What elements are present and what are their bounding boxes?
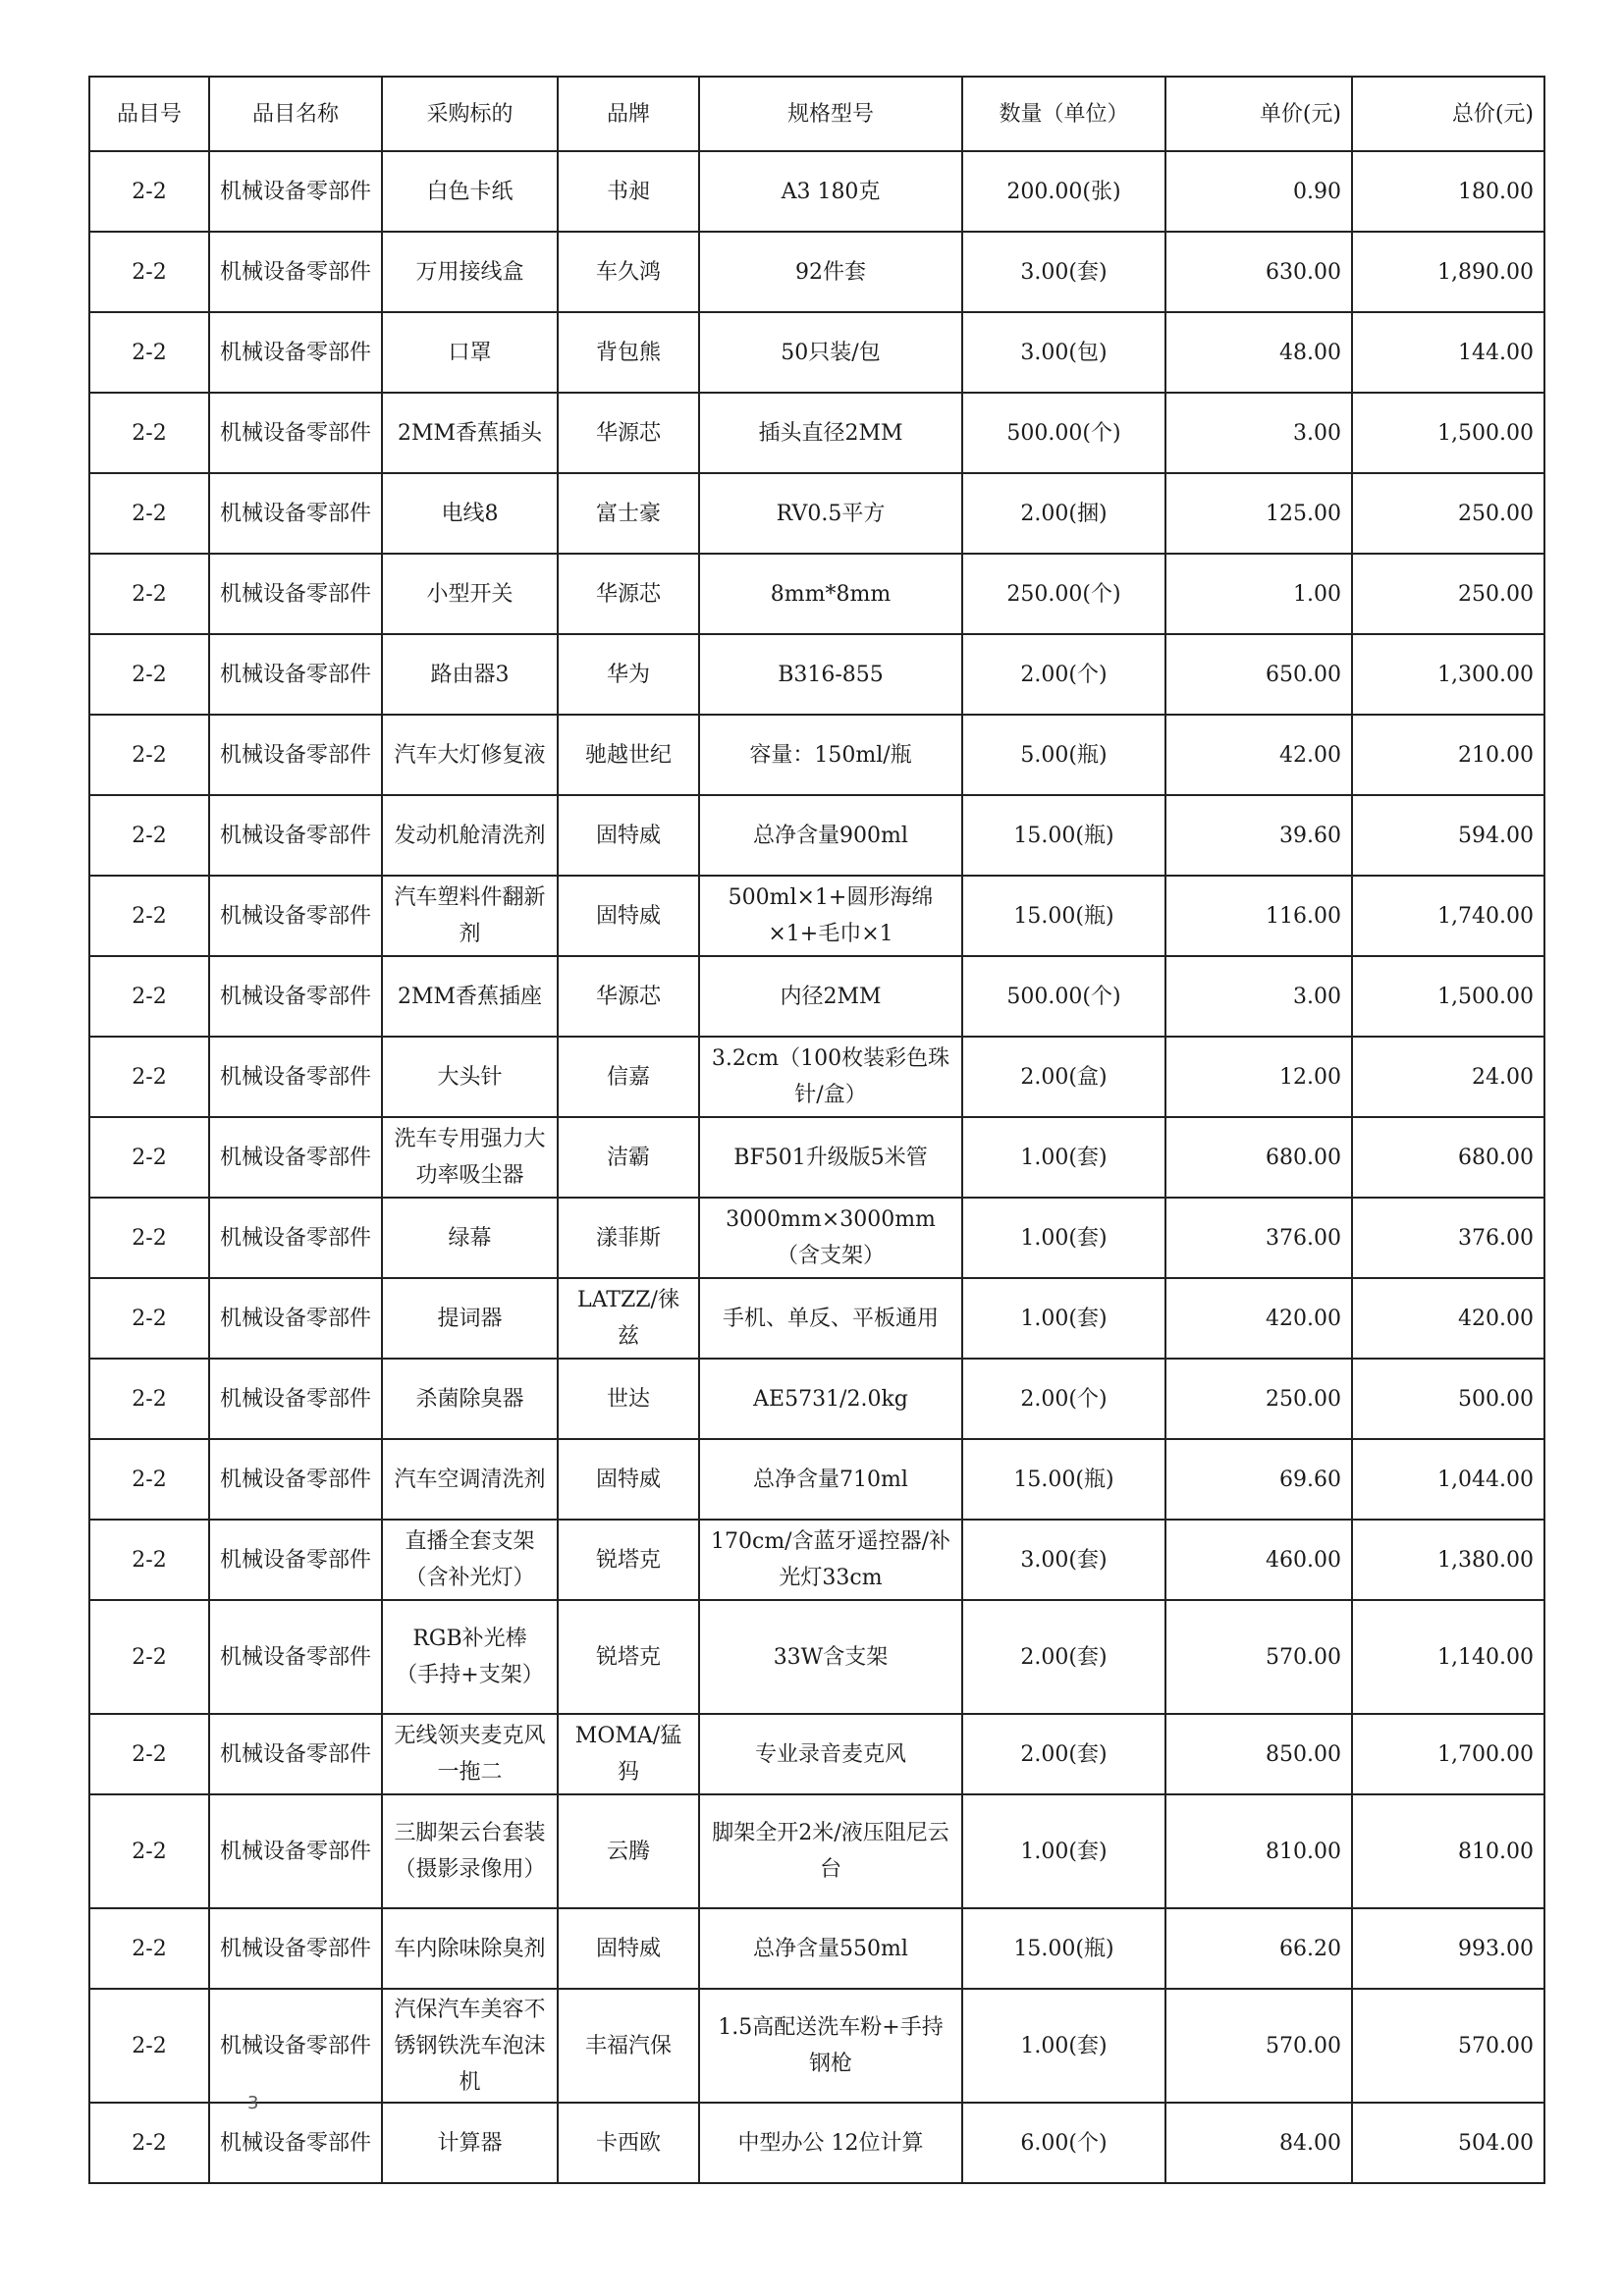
cell-qty: 15.00(瓶) bbox=[962, 795, 1165, 876]
cell-item: 汽车塑料件翻新剂 bbox=[382, 876, 558, 956]
cell-item: 口罩 bbox=[382, 312, 558, 393]
cell-item: 白色卡纸 bbox=[382, 151, 558, 232]
cell-qty: 15.00(瓶) bbox=[962, 1908, 1165, 1989]
cell-qty: 200.00(张) bbox=[962, 151, 1165, 232]
page-marker: 3 bbox=[247, 2093, 259, 2113]
cell-qty: 2.00(套) bbox=[962, 1600, 1165, 1714]
cell-brand: 丰福汽保 bbox=[558, 1989, 699, 2103]
table-row bbox=[89, 1600, 1544, 1714]
cell-total: 1,890.00 bbox=[1352, 232, 1544, 312]
cell-total: 180.00 bbox=[1352, 151, 1544, 232]
cell-item: 汽车大灯修复液 bbox=[382, 715, 558, 795]
cell-item: 汽保汽车美容不锈钢铁洗车泡沫机 bbox=[382, 1989, 558, 2103]
cell-brand: 华源芯 bbox=[558, 554, 699, 634]
table-row bbox=[89, 1520, 1544, 1600]
cell-spec: 总净含量710ml bbox=[699, 1439, 962, 1520]
cell-spec: 92件套 bbox=[699, 232, 962, 312]
cell-spec: 脚架全开2米/液压阻尼云台 bbox=[699, 1794, 962, 1908]
table-row bbox=[89, 956, 1544, 1037]
cell-category: 机械设备零部件 bbox=[209, 151, 382, 232]
cell-total: 1,300.00 bbox=[1352, 634, 1544, 715]
cell-spec: B316-855 bbox=[699, 634, 962, 715]
cell-unit-price: 570.00 bbox=[1165, 1989, 1352, 2103]
cell-total: 1,380.00 bbox=[1352, 1520, 1544, 1600]
cell-spec: 中型办公 12位计算 bbox=[699, 2103, 962, 2183]
cell-item: 路由器3 bbox=[382, 634, 558, 715]
cell-total: 250.00 bbox=[1352, 554, 1544, 634]
cell-category: 机械设备零部件 bbox=[209, 1278, 382, 1359]
cell-item: 绿幕 bbox=[382, 1198, 558, 1278]
cell-unit-price: 630.00 bbox=[1165, 232, 1352, 312]
cell-item: 2MM香蕉插座 bbox=[382, 956, 558, 1037]
cell-code: 2-2 bbox=[89, 1989, 209, 2103]
cell-unit-price: 42.00 bbox=[1165, 715, 1352, 795]
table-row bbox=[89, 1714, 1544, 1794]
cell-category: 机械设备零部件 bbox=[209, 1439, 382, 1520]
cell-spec: 170cm/含蓝牙遥控器/补光灯33cm bbox=[699, 1520, 962, 1600]
cell-qty: 15.00(瓶) bbox=[962, 1439, 1165, 1520]
cell-category: 机械设备零部件 bbox=[209, 554, 382, 634]
cell-code: 2-2 bbox=[89, 1278, 209, 1359]
cell-category: 机械设备零部件 bbox=[209, 473, 382, 554]
table-row bbox=[89, 634, 1544, 715]
cell-item: 2MM香蕉插头 bbox=[382, 393, 558, 473]
cell-spec: 8mm*8mm bbox=[699, 554, 962, 634]
cell-code: 2-2 bbox=[89, 1198, 209, 1278]
cell-qty: 15.00(瓶) bbox=[962, 876, 1165, 956]
cell-spec: BF501升级版5米管 bbox=[699, 1117, 962, 1198]
cell-qty: 2.00(套) bbox=[962, 1714, 1165, 1794]
cell-code: 2-2 bbox=[89, 1117, 209, 1198]
cell-code: 2-2 bbox=[89, 2103, 209, 2183]
cell-brand: 固特威 bbox=[558, 1439, 699, 1520]
cell-qty: 1.00(套) bbox=[962, 1989, 1165, 2103]
cell-unit-price: 125.00 bbox=[1165, 473, 1352, 554]
header-brand: 品牌 bbox=[558, 77, 699, 151]
cell-qty: 1.00(套) bbox=[962, 1278, 1165, 1359]
cell-brand: 驰越世纪 bbox=[558, 715, 699, 795]
cell-category: 机械设备零部件 bbox=[209, 956, 382, 1037]
cell-total: 993.00 bbox=[1352, 1908, 1544, 1989]
cell-category: 机械设备零部件 bbox=[209, 393, 382, 473]
cell-code: 2-2 bbox=[89, 151, 209, 232]
cell-unit-price: 39.60 bbox=[1165, 795, 1352, 876]
cell-category: 机械设备零部件 bbox=[209, 795, 382, 876]
cell-total: 1,500.00 bbox=[1352, 393, 1544, 473]
table-row bbox=[89, 1794, 1544, 1908]
cell-total: 250.00 bbox=[1352, 473, 1544, 554]
cell-spec: 内径2MM bbox=[699, 956, 962, 1037]
cell-brand: LATZZ/徕兹 bbox=[558, 1278, 699, 1359]
header-item: 采购标的 bbox=[382, 77, 558, 151]
cell-item: 小型开关 bbox=[382, 554, 558, 634]
cell-total: 1,700.00 bbox=[1352, 1714, 1544, 1794]
header-spec: 规格型号 bbox=[699, 77, 962, 151]
cell-item: 电线8 bbox=[382, 473, 558, 554]
cell-total: 376.00 bbox=[1352, 1198, 1544, 1278]
table-row bbox=[89, 1037, 1544, 1117]
table-row bbox=[89, 1439, 1544, 1520]
table-row bbox=[89, 1117, 1544, 1198]
table-row bbox=[89, 393, 1544, 473]
cell-code: 2-2 bbox=[89, 1600, 209, 1714]
cell-spec: 1.5高配送洗车粉+手持钢枪 bbox=[699, 1989, 962, 2103]
cell-code: 2-2 bbox=[89, 554, 209, 634]
cell-brand: 书昶 bbox=[558, 151, 699, 232]
cell-item: RGB补光棒（手持+支架） bbox=[382, 1600, 558, 1714]
cell-code: 2-2 bbox=[89, 1908, 209, 1989]
cell-unit-price: 0.90 bbox=[1165, 151, 1352, 232]
cell-spec: 50只装/包 bbox=[699, 312, 962, 393]
cell-item: 大头针 bbox=[382, 1037, 558, 1117]
cell-code: 2-2 bbox=[89, 473, 209, 554]
cell-item: 发动机舱清洗剂 bbox=[382, 795, 558, 876]
cell-spec: 500ml×1+圆形海绵×1+毛巾×1 bbox=[699, 876, 962, 956]
cell-category: 机械设备零部件 bbox=[209, 2103, 382, 2183]
header-qty: 数量（单位） bbox=[962, 77, 1165, 151]
table-row bbox=[89, 1989, 1544, 2103]
cell-qty: 6.00(个) bbox=[962, 2103, 1165, 2183]
table-row bbox=[89, 2103, 1544, 2183]
cell-brand: 固特威 bbox=[558, 795, 699, 876]
cell-brand: 固特威 bbox=[558, 1908, 699, 1989]
table-header-row bbox=[89, 77, 1544, 151]
cell-spec: 手机、单反、平板通用 bbox=[699, 1278, 962, 1359]
cell-unit-price: 420.00 bbox=[1165, 1278, 1352, 1359]
cell-unit-price: 48.00 bbox=[1165, 312, 1352, 393]
cell-unit-price: 850.00 bbox=[1165, 1714, 1352, 1794]
cell-spec: 容量：150ml/瓶 bbox=[699, 715, 962, 795]
cell-total: 680.00 bbox=[1352, 1117, 1544, 1198]
cell-spec: 专业录音麦克风 bbox=[699, 1714, 962, 1794]
cell-total: 1,140.00 bbox=[1352, 1600, 1544, 1714]
cell-category: 机械设备零部件 bbox=[209, 1037, 382, 1117]
cell-brand: 信嘉 bbox=[558, 1037, 699, 1117]
cell-category: 机械设备零部件 bbox=[209, 715, 382, 795]
cell-brand: 世达 bbox=[558, 1359, 699, 1439]
cell-code: 2-2 bbox=[89, 1714, 209, 1794]
cell-qty: 5.00(瓶) bbox=[962, 715, 1165, 795]
cell-spec: 3.2cm（100枚装彩色珠针/盒） bbox=[699, 1037, 962, 1117]
cell-unit-price: 650.00 bbox=[1165, 634, 1352, 715]
cell-total: 24.00 bbox=[1352, 1037, 1544, 1117]
cell-code: 2-2 bbox=[89, 1520, 209, 1600]
cell-category: 机械设备零部件 bbox=[209, 634, 382, 715]
cell-code: 2-2 bbox=[89, 1359, 209, 1439]
cell-qty: 500.00(个) bbox=[962, 393, 1165, 473]
cell-brand: 背包熊 bbox=[558, 312, 699, 393]
cell-unit-price: 460.00 bbox=[1165, 1520, 1352, 1600]
cell-spec: 总净含量550ml bbox=[699, 1908, 962, 1989]
table-row bbox=[89, 795, 1544, 876]
header-unit-price: 单价(元) bbox=[1165, 77, 1352, 151]
cell-qty: 2.00(盒) bbox=[962, 1037, 1165, 1117]
cell-brand: 华为 bbox=[558, 634, 699, 715]
cell-unit-price: 680.00 bbox=[1165, 1117, 1352, 1198]
cell-category: 机械设备零部件 bbox=[209, 1989, 382, 2103]
cell-spec: 3000mm×3000mm（含支架） bbox=[699, 1198, 962, 1278]
cell-spec: A3 180克 bbox=[699, 151, 962, 232]
cell-category: 机械设备零部件 bbox=[209, 1908, 382, 1989]
cell-unit-price: 116.00 bbox=[1165, 876, 1352, 956]
cell-qty: 1.00(套) bbox=[962, 1198, 1165, 1278]
table-row bbox=[89, 1359, 1544, 1439]
cell-total: 504.00 bbox=[1352, 2103, 1544, 2183]
cell-item: 直播全套支架（含补光灯） bbox=[382, 1520, 558, 1600]
cell-item: 三脚架云台套装（摄影录像用） bbox=[382, 1794, 558, 1908]
cell-unit-price: 66.20 bbox=[1165, 1908, 1352, 1989]
cell-code: 2-2 bbox=[89, 956, 209, 1037]
cell-qty: 250.00(个) bbox=[962, 554, 1165, 634]
cell-brand: 车久鸿 bbox=[558, 232, 699, 312]
cell-item: 计算器 bbox=[382, 2103, 558, 2183]
cell-spec: RV0.5平方 bbox=[699, 473, 962, 554]
cell-qty: 1.00(套) bbox=[962, 1794, 1165, 1908]
cell-brand: MOMA/猛犸 bbox=[558, 1714, 699, 1794]
cell-total: 594.00 bbox=[1352, 795, 1544, 876]
cell-brand: 卡西欧 bbox=[558, 2103, 699, 2183]
cell-brand: 华源芯 bbox=[558, 956, 699, 1037]
cell-unit-price: 570.00 bbox=[1165, 1600, 1352, 1714]
procurement-table bbox=[88, 76, 1545, 2184]
table-body bbox=[89, 151, 1544, 2183]
cell-total: 500.00 bbox=[1352, 1359, 1544, 1439]
table-row bbox=[89, 1278, 1544, 1359]
cell-spec: 33W含支架 bbox=[699, 1600, 962, 1714]
cell-category: 机械设备零部件 bbox=[209, 1794, 382, 1908]
cell-item: 杀菌除臭器 bbox=[382, 1359, 558, 1439]
cell-category: 机械设备零部件 bbox=[209, 876, 382, 956]
cell-qty: 2.00(捆) bbox=[962, 473, 1165, 554]
cell-total: 144.00 bbox=[1352, 312, 1544, 393]
cell-category: 机械设备零部件 bbox=[209, 232, 382, 312]
table-row bbox=[89, 312, 1544, 393]
cell-unit-price: 810.00 bbox=[1165, 1794, 1352, 1908]
header-code: 品目号 bbox=[89, 77, 209, 151]
cell-category: 机械设备零部件 bbox=[209, 1600, 382, 1714]
cell-unit-price: 84.00 bbox=[1165, 2103, 1352, 2183]
cell-code: 2-2 bbox=[89, 795, 209, 876]
cell-spec: 总净含量900ml bbox=[699, 795, 962, 876]
table-row bbox=[89, 1198, 1544, 1278]
table-row bbox=[89, 876, 1544, 956]
cell-category: 机械设备零部件 bbox=[209, 1359, 382, 1439]
table-row bbox=[89, 715, 1544, 795]
cell-item: 车内除味除臭剂 bbox=[382, 1908, 558, 1989]
cell-total: 420.00 bbox=[1352, 1278, 1544, 1359]
table-row bbox=[89, 151, 1544, 232]
cell-brand: 华源芯 bbox=[558, 393, 699, 473]
cell-unit-price: 250.00 bbox=[1165, 1359, 1352, 1439]
header-total: 总价(元) bbox=[1352, 77, 1544, 151]
cell-brand: 漾菲斯 bbox=[558, 1198, 699, 1278]
cell-total: 1,044.00 bbox=[1352, 1439, 1544, 1520]
cell-qty: 3.00(包) bbox=[962, 312, 1165, 393]
cell-total: 210.00 bbox=[1352, 715, 1544, 795]
cell-code: 2-2 bbox=[89, 876, 209, 956]
cell-category: 机械设备零部件 bbox=[209, 1117, 382, 1198]
cell-brand: 洁霸 bbox=[558, 1117, 699, 1198]
cell-code: 2-2 bbox=[89, 634, 209, 715]
table-row bbox=[89, 232, 1544, 312]
cell-code: 2-2 bbox=[89, 1794, 209, 1908]
cell-unit-price: 1.00 bbox=[1165, 554, 1352, 634]
cell-total: 1,500.00 bbox=[1352, 956, 1544, 1037]
cell-brand: 锐塔克 bbox=[558, 1520, 699, 1600]
table-row bbox=[89, 554, 1544, 634]
cell-item: 提词器 bbox=[382, 1278, 558, 1359]
table-row bbox=[89, 1908, 1544, 1989]
cell-total: 570.00 bbox=[1352, 1989, 1544, 2103]
cell-category: 机械设备零部件 bbox=[209, 1714, 382, 1794]
cell-category: 机械设备零部件 bbox=[209, 1520, 382, 1600]
cell-code: 2-2 bbox=[89, 1037, 209, 1117]
cell-unit-price: 3.00 bbox=[1165, 956, 1352, 1037]
cell-unit-price: 69.60 bbox=[1165, 1439, 1352, 1520]
cell-item: 万用接线盒 bbox=[382, 232, 558, 312]
cell-item: 洗车专用强力大功率吸尘器 bbox=[382, 1117, 558, 1198]
cell-qty: 3.00(套) bbox=[962, 232, 1165, 312]
cell-brand: 富士豪 bbox=[558, 473, 699, 554]
cell-item: 汽车空调清洗剂 bbox=[382, 1439, 558, 1520]
cell-brand: 锐塔克 bbox=[558, 1600, 699, 1714]
cell-qty: 2.00(个) bbox=[962, 634, 1165, 715]
cell-qty: 3.00(套) bbox=[962, 1520, 1165, 1600]
cell-code: 2-2 bbox=[89, 312, 209, 393]
cell-total: 1,740.00 bbox=[1352, 876, 1544, 956]
cell-spec: 插头直径2MM bbox=[699, 393, 962, 473]
cell-unit-price: 12.00 bbox=[1165, 1037, 1352, 1117]
cell-spec: AE5731/2.0kg bbox=[699, 1359, 962, 1439]
cell-code: 2-2 bbox=[89, 232, 209, 312]
cell-code: 2-2 bbox=[89, 1439, 209, 1520]
cell-qty: 1.00(套) bbox=[962, 1117, 1165, 1198]
cell-brand: 固特威 bbox=[558, 876, 699, 956]
cell-category: 机械设备零部件 bbox=[209, 312, 382, 393]
cell-item: 无线领夹麦克风一拖二 bbox=[382, 1714, 558, 1794]
cell-code: 2-2 bbox=[89, 715, 209, 795]
cell-unit-price: 3.00 bbox=[1165, 393, 1352, 473]
cell-qty: 500.00(个) bbox=[962, 956, 1165, 1037]
header-category: 品目名称 bbox=[209, 77, 382, 151]
cell-total: 810.00 bbox=[1352, 1794, 1544, 1908]
cell-brand: 云腾 bbox=[558, 1794, 699, 1908]
cell-qty: 2.00(个) bbox=[962, 1359, 1165, 1439]
cell-unit-price: 376.00 bbox=[1165, 1198, 1352, 1278]
cell-category: 机械设备零部件 bbox=[209, 1198, 382, 1278]
table-row bbox=[89, 473, 1544, 554]
cell-code: 2-2 bbox=[89, 393, 209, 473]
